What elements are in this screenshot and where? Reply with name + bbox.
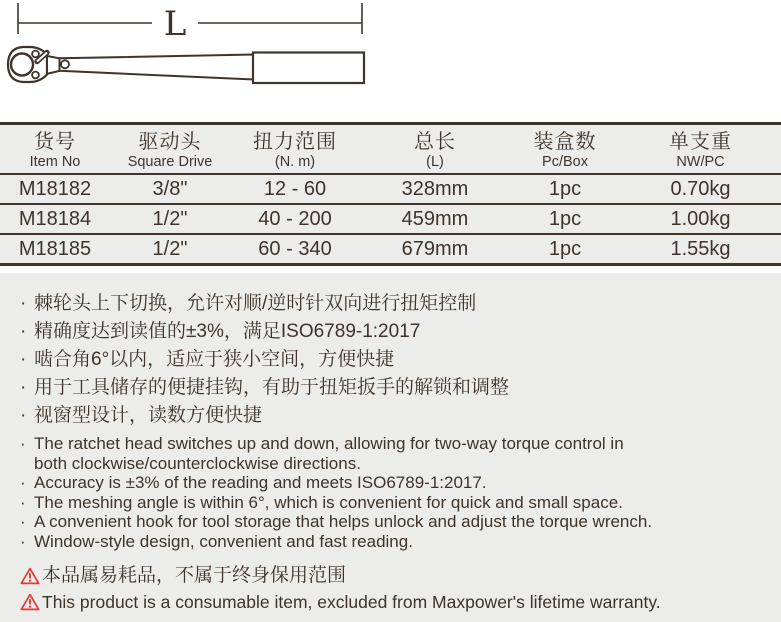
notes-panel bbox=[0, 273, 781, 622]
cell-total-length: 679mm bbox=[401, 237, 469, 260]
cell-net-weight: 0.70kg bbox=[670, 177, 731, 200]
feature-en-text bbox=[34, 434, 624, 473]
feature-zh-text: 视窗型设计，读数方便快捷 bbox=[34, 405, 263, 426]
feature-zh-text: 精确度达到读值的±3%，满足ISO6789-1:2017 bbox=[34, 321, 421, 342]
feature-en-line: both clockwise/counterclockwise directions. bbox=[34, 453, 361, 473]
col-header-net-weight bbox=[620, 125, 781, 173]
list-item bbox=[20, 532, 781, 552]
col-header-en: Square Drive bbox=[127, 153, 213, 170]
col-header-total-length bbox=[360, 125, 510, 173]
cell-net-weight: 1.00kg bbox=[670, 207, 731, 230]
list-item bbox=[20, 318, 781, 346]
dimension-label: L bbox=[163, 4, 187, 44]
cell-total-length: 328mm bbox=[401, 177, 469, 200]
cell-torque-range: 60 - 340 bbox=[258, 237, 332, 260]
col-header-en: NW/PC bbox=[676, 153, 725, 170]
col-header-en: (N. m) bbox=[274, 153, 316, 170]
list-item bbox=[20, 290, 781, 318]
col-header-zh: 货号 bbox=[34, 130, 76, 153]
table-row bbox=[0, 233, 781, 263]
feature-en-line: The ratchet head switches up and down, allowing for two-way torque control in bbox=[34, 434, 624, 453]
cell-torque-range: 40 - 200 bbox=[258, 207, 332, 230]
spec-table-header bbox=[0, 125, 781, 175]
bullet-icon: · bbox=[20, 434, 26, 453]
col-header-pc-box bbox=[510, 125, 620, 173]
bullet-icon: · bbox=[20, 512, 26, 531]
bullet-icon: · bbox=[20, 531, 26, 551]
cell-square-drive: 1/2" bbox=[152, 237, 188, 260]
cell-square-drive: 3/8" bbox=[152, 177, 188, 200]
table-row bbox=[0, 203, 781, 233]
cell-pc-box: 1pc bbox=[548, 207, 582, 230]
bullet-icon: · bbox=[20, 293, 27, 314]
cell-item-no: M18185 bbox=[18, 237, 92, 260]
bullet-icon: · bbox=[20, 473, 26, 492]
warning-text: 本品属易耗品，不属于终身保用范围 bbox=[42, 565, 347, 586]
features-zh-list bbox=[20, 290, 781, 430]
warning-triangle-icon bbox=[20, 593, 42, 611]
col-header-zh: 单支重 bbox=[669, 130, 732, 153]
torque-wrench-drawing bbox=[0, 0, 380, 114]
feature-en-text: A convenient hook for tool storage that helps unlock and adjust the torque wrench. bbox=[34, 512, 653, 531]
col-header-en: Item No bbox=[29, 153, 81, 170]
cell-item-no: M18184 bbox=[18, 207, 92, 230]
spec-table bbox=[0, 122, 781, 266]
feature-zh-text: 用于工具储存的便捷挂钩，有助于扭矩扳手的解锁和调整 bbox=[34, 377, 510, 398]
list-item bbox=[20, 346, 781, 374]
col-header-en: Pc/Box bbox=[542, 153, 588, 170]
list-item bbox=[20, 402, 781, 430]
feature-zh-text: 棘轮头上下切换，允许对顺/逆时针双向进行扭矩控制 bbox=[34, 293, 477, 314]
warning-triangle-icon bbox=[20, 567, 42, 585]
cell-torque-range: 12 - 60 bbox=[263, 177, 327, 200]
table-row bbox=[0, 175, 781, 203]
bullet-icon: · bbox=[20, 405, 27, 426]
cell-net-weight: 1.55kg bbox=[670, 237, 731, 260]
warning-text: This product is a consumable item, excluded from Maxpower's lifetime warranty. bbox=[42, 592, 661, 612]
torque-wrench-diagram-icon bbox=[0, 0, 380, 114]
warning-zh bbox=[20, 564, 781, 588]
bullet-icon: · bbox=[20, 349, 27, 370]
feature-en-text: The meshing angle is within 6°, which is convenient for quick and small space. bbox=[34, 492, 623, 512]
cell-total-length: 459mm bbox=[401, 207, 469, 230]
col-header-zh: 总长 bbox=[414, 130, 456, 153]
feature-en-text: Window-style design, convenient and fast reading. bbox=[34, 531, 413, 551]
cell-pc-box: 1pc bbox=[548, 177, 582, 200]
cell-item-no: M18182 bbox=[18, 177, 92, 200]
cell-pc-box: 1pc bbox=[548, 237, 582, 260]
bullet-icon: · bbox=[20, 377, 27, 398]
col-header-zh: 驱动头 bbox=[138, 130, 202, 153]
col-header-en: (L) bbox=[426, 153, 444, 170]
list-item bbox=[20, 473, 781, 493]
col-header-zh: 装盒数 bbox=[533, 130, 597, 153]
feature-zh-text: 啮合角6°以内，适应于狭小空间，方便快捷 bbox=[34, 349, 395, 370]
col-header-zh: 扭力范围 bbox=[253, 130, 337, 153]
list-item bbox=[20, 374, 781, 402]
col-header-square-drive bbox=[110, 125, 230, 173]
col-header-item-no bbox=[0, 125, 110, 173]
cell-square-drive: 1/2" bbox=[152, 207, 188, 230]
warnings-block bbox=[20, 564, 781, 614]
features-en-list bbox=[20, 434, 781, 551]
warning-en bbox=[20, 590, 781, 614]
list-item bbox=[20, 512, 781, 532]
list-item bbox=[20, 493, 781, 513]
bullet-icon: · bbox=[20, 492, 26, 512]
feature-en-text: Accuracy is ±3% of the reading and meets ISO6789-1:2017. bbox=[34, 473, 487, 492]
bullet-icon: · bbox=[20, 321, 27, 342]
col-header-torque-range bbox=[230, 125, 360, 173]
list-item bbox=[20, 434, 781, 473]
